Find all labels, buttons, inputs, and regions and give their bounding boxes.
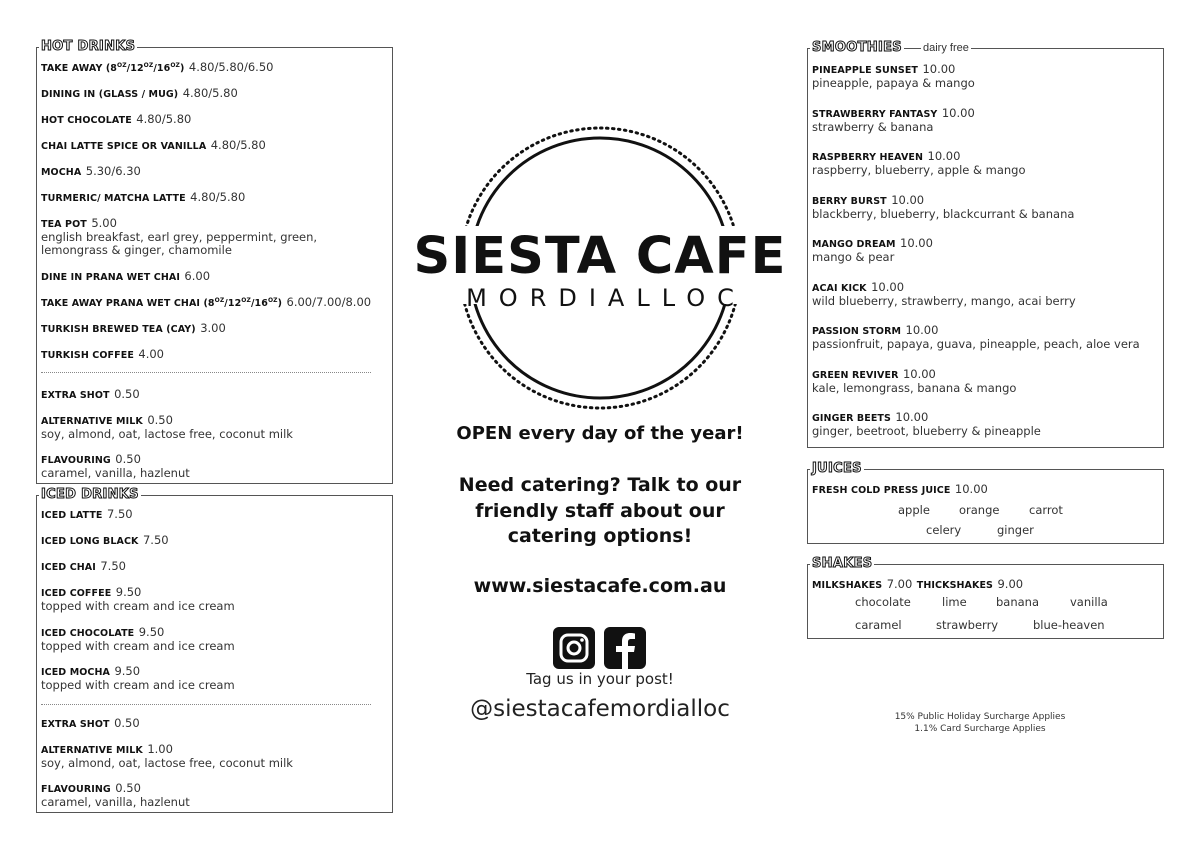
- item-price: 7.50: [106, 507, 133, 521]
- item-name: TAKE AWAY $(8^{OZ}/12^{OZ}/16^{OZ})$: [41, 61, 185, 74]
- menu-item: [41, 86, 388, 101]
- item-price: 10.00: [927, 149, 961, 163]
- menu-item: [41, 625, 388, 653]
- item-price: 3.00: [200, 321, 226, 335]
- item-price: 7.50: [100, 559, 126, 573]
- item-name: TURKISH BREWED TEA (CAY): [41, 324, 196, 335]
- item-name: TURMERIC/ MATCHA LATTE: [41, 193, 186, 204]
- item-price: 4.80/5.80/6.50: [188, 60, 274, 74]
- shakes-title: SHAKES: [812, 556, 873, 571]
- item-name: MILKSHAKES: [812, 580, 883, 591]
- item-name: TEA POT: [41, 219, 87, 230]
- item-name: RASPBERRY HEAVEN: [812, 152, 924, 163]
- item-price: 10.00: [902, 367, 936, 381]
- surcharge-note-holiday: 15% Public Holiday Surcharge Applies: [894, 712, 1066, 722]
- item-description: soy, almond, oat, lactose free, coconut milk: [41, 427, 293, 441]
- item-description: caramel, vanilla, hazlenut: [41, 466, 190, 480]
- item-price: 4.80/5.80: [182, 86, 238, 100]
- item-description: raspberry, blueberry, apple & mango: [812, 163, 1026, 177]
- smoothies-section: [807, 40, 1164, 448]
- menu-item: [41, 321, 388, 336]
- menu-item: [41, 295, 388, 310]
- iced-drinks-section: [36, 487, 393, 813]
- item-price: 10.00: [941, 106, 975, 120]
- item-name: ALTERNATIVE MILK: [41, 416, 143, 427]
- item-name: TAKE AWAY PRANA WET CHAI $(8^{OZ}/12^{OZ}/16^{OZ})$: [41, 296, 283, 309]
- flavour-item: blue-heaven: [1033, 618, 1105, 632]
- menu-item: [812, 106, 1159, 134]
- item-price: 9.50: [114, 664, 141, 678]
- logo-subtitle: MORDIALLOC: [466, 284, 746, 312]
- item-price: 10.00: [891, 193, 925, 207]
- website-link[interactable]: www.siestacafe.com.au: [473, 575, 727, 597]
- item-name: FLAVOURING: [41, 784, 111, 795]
- item-description: kale, lemongrass, banana & mango: [812, 381, 1017, 395]
- item-price: 0.50: [114, 716, 140, 730]
- menu-item: [41, 164, 388, 179]
- item-price: 4.80/5.80: [190, 190, 246, 204]
- menu-item: [41, 112, 388, 127]
- item-price: 10.00: [895, 410, 929, 424]
- flavour-item: celery: [926, 523, 962, 537]
- menu-item: [812, 236, 1159, 264]
- item-name: ICED CHAI: [41, 562, 96, 573]
- item-description: mango & pear: [812, 250, 895, 264]
- item-name: EXTRA SHOT: [41, 390, 110, 401]
- menu-item: [812, 577, 1159, 592]
- item-name: STRAWBERRY FANTASY: [812, 109, 938, 120]
- flavour-item: vanilla: [1070, 595, 1108, 609]
- item-description: caramel, vanilla, hazlenut: [41, 795, 190, 809]
- item-name: ICED COFFEE: [41, 588, 112, 599]
- item-description: strawberry & banana: [812, 120, 934, 134]
- item-name: PASSION STORM: [812, 326, 902, 337]
- item-price: 10.00: [900, 236, 933, 250]
- surcharge-note-card: 1.1% Card Surcharge Applies: [914, 724, 1046, 734]
- item-name: ICED LONG BLACK: [41, 536, 139, 547]
- menu-item: [41, 190, 388, 205]
- menu-item: [41, 387, 388, 402]
- flavour-item: lime: [942, 595, 967, 609]
- item-description: topped with cream and ice cream: [41, 678, 235, 692]
- catering-text-line3: catering options!: [507, 525, 693, 547]
- item-name: ICED CHOCOLATE: [41, 628, 135, 639]
- item-name: DINE IN PRANA WET CHAI: [41, 272, 180, 283]
- menu-item: [41, 664, 388, 692]
- item-description: lemongrass & ginger, chamomile: [41, 243, 232, 257]
- item-description: ginger, beetroot, blueberry & pineapple: [812, 424, 1041, 438]
- menu-item: [41, 781, 388, 809]
- menu-item: [41, 216, 388, 257]
- open-text: OPEN every day of the year!: [456, 423, 744, 444]
- item-name: ICED MOCHA: [41, 667, 110, 678]
- menu-item: [812, 367, 1159, 395]
- menu-item: [41, 452, 388, 480]
- menu-item: [812, 193, 1159, 221]
- item-price: 5.00: [91, 216, 117, 230]
- social-handle[interactable]: @siestacafemordialloc: [470, 696, 730, 722]
- item-price: 10.00: [905, 323, 939, 337]
- hot-drinks-title: HOT DRINKS: [41, 39, 136, 54]
- logo-title: SIESTA CAFE: [413, 227, 787, 286]
- item-name: GREEN REVIVER: [812, 370, 899, 381]
- juice-flavours: [808, 503, 1165, 543]
- item-name: ACAI KICK: [812, 283, 867, 294]
- item-price: 4.80/5.80: [210, 138, 266, 152]
- juices-section: [807, 461, 1164, 544]
- item-price: 4.80/5.80: [136, 112, 192, 126]
- item-price: 10.00: [954, 482, 988, 496]
- hot-drinks-section: [36, 39, 393, 484]
- instagram-icon[interactable]: [553, 627, 595, 669]
- flavour-item: chocolate: [855, 595, 911, 609]
- item-price: 0.50: [114, 387, 140, 401]
- item-price: 9.50: [138, 625, 165, 639]
- flavour-item: orange: [959, 503, 1000, 517]
- item-price: 0.50: [115, 452, 141, 466]
- menu-item: [812, 149, 1159, 177]
- item-name: ALTERNATIVE MILK: [41, 745, 143, 756]
- flavour-item: ginger: [997, 523, 1034, 537]
- item-price: 6.00/7.00/8.00: [286, 295, 372, 309]
- menu-item: [41, 559, 388, 574]
- flavour-item: strawberry: [936, 618, 999, 632]
- flavour-item: banana: [996, 595, 1040, 609]
- menu-item: [812, 280, 1159, 308]
- item-name: CHAI LATTE SPICE OR VANILLA: [41, 141, 207, 152]
- item-name: FRESH COLD PRESS JUICE: [812, 485, 951, 496]
- item-price: 1.00: [147, 742, 173, 756]
- smoothies-subtitle: dairy free: [923, 42, 969, 54]
- item-description: wild blueberry, strawberry, mango, acai berry: [812, 294, 1076, 308]
- divider: [41, 372, 371, 373]
- menu-item: [41, 533, 388, 548]
- smoothies-title: SMOOTHIES: [812, 40, 902, 55]
- shakes-section: [807, 556, 1164, 639]
- item-price: 6.00: [184, 269, 211, 283]
- menu-item: [41, 269, 388, 284]
- menu-item: [812, 482, 1159, 497]
- item-name: DINING IN (GLASS / MUG): [41, 89, 179, 100]
- item-name: FLAVOURING: [41, 455, 111, 466]
- item-price: 10.00: [871, 280, 905, 294]
- item-price: 5.30/6.30: [85, 164, 141, 178]
- flavour-item: carrot: [1029, 503, 1063, 517]
- iced-drinks-title: ICED DRINKS: [41, 487, 139, 502]
- item-name: BERRY BURST: [812, 196, 887, 207]
- item-price: 9.00: [997, 577, 1024, 591]
- item-description: blackberry, blueberry, blackcurrant & banana: [812, 207, 1075, 221]
- shake-flavours: [808, 595, 1165, 635]
- item-name: TURKISH COFFEE: [41, 350, 134, 361]
- item-name: EXTRA SHOT: [41, 719, 110, 730]
- item-price: 7.00: [886, 577, 913, 591]
- tag-text: Tag us in your post!: [526, 670, 674, 688]
- item-name: HOT CHOCOLATE: [41, 115, 132, 126]
- item-price: 0.50: [147, 413, 173, 427]
- menu-item: [41, 742, 388, 770]
- flavour-item: caramel: [855, 618, 902, 632]
- item-description: passionfruit, papaya, guava, pineapple, peach, aloe vera: [812, 337, 1140, 351]
- menu-item: [41, 138, 388, 153]
- menu-item: [41, 716, 388, 731]
- item-name: THICKSHAKES: [916, 580, 994, 591]
- divider: [41, 704, 371, 705]
- catering-text-line1: Need catering? Talk to our: [458, 474, 742, 496]
- item-name: ICED LATTE: [41, 510, 103, 521]
- item-price: 7.50: [142, 533, 169, 547]
- menu-item: [41, 60, 388, 75]
- menu-item: [41, 585, 388, 613]
- menu-item: [812, 410, 1159, 438]
- facebook-icon[interactable]: [604, 627, 646, 669]
- item-name: MOCHA: [41, 167, 82, 178]
- item-description: topped with cream and ice cream: [41, 599, 235, 613]
- menu-item: [812, 62, 1159, 90]
- juices-title: JUICES: [812, 461, 862, 476]
- item-description: english breakfast, earl grey, peppermint, green,: [41, 230, 318, 244]
- menu-item: [41, 413, 388, 441]
- item-description: topped with cream and ice cream: [41, 639, 235, 653]
- menu-item: [41, 347, 388, 362]
- item-name: MANGO DREAM: [812, 239, 896, 250]
- menu-item: [41, 507, 388, 522]
- item-price: 10.00: [922, 62, 956, 76]
- item-description: pineapple, papaya & mango: [812, 76, 975, 90]
- item-name: PINEAPPLE SUNSET: [812, 65, 918, 76]
- flavour-item: apple: [898, 503, 930, 517]
- menu-item: [812, 323, 1159, 351]
- item-description: soy, almond, oat, lactose free, coconut milk: [41, 756, 293, 770]
- catering-text-line2: friendly staff about our: [475, 500, 725, 522]
- item-name: GINGER BEETS: [812, 413, 891, 424]
- item-price: 9.50: [115, 585, 142, 599]
- item-price: 0.50: [115, 781, 141, 795]
- item-price: 4.00: [138, 347, 164, 361]
